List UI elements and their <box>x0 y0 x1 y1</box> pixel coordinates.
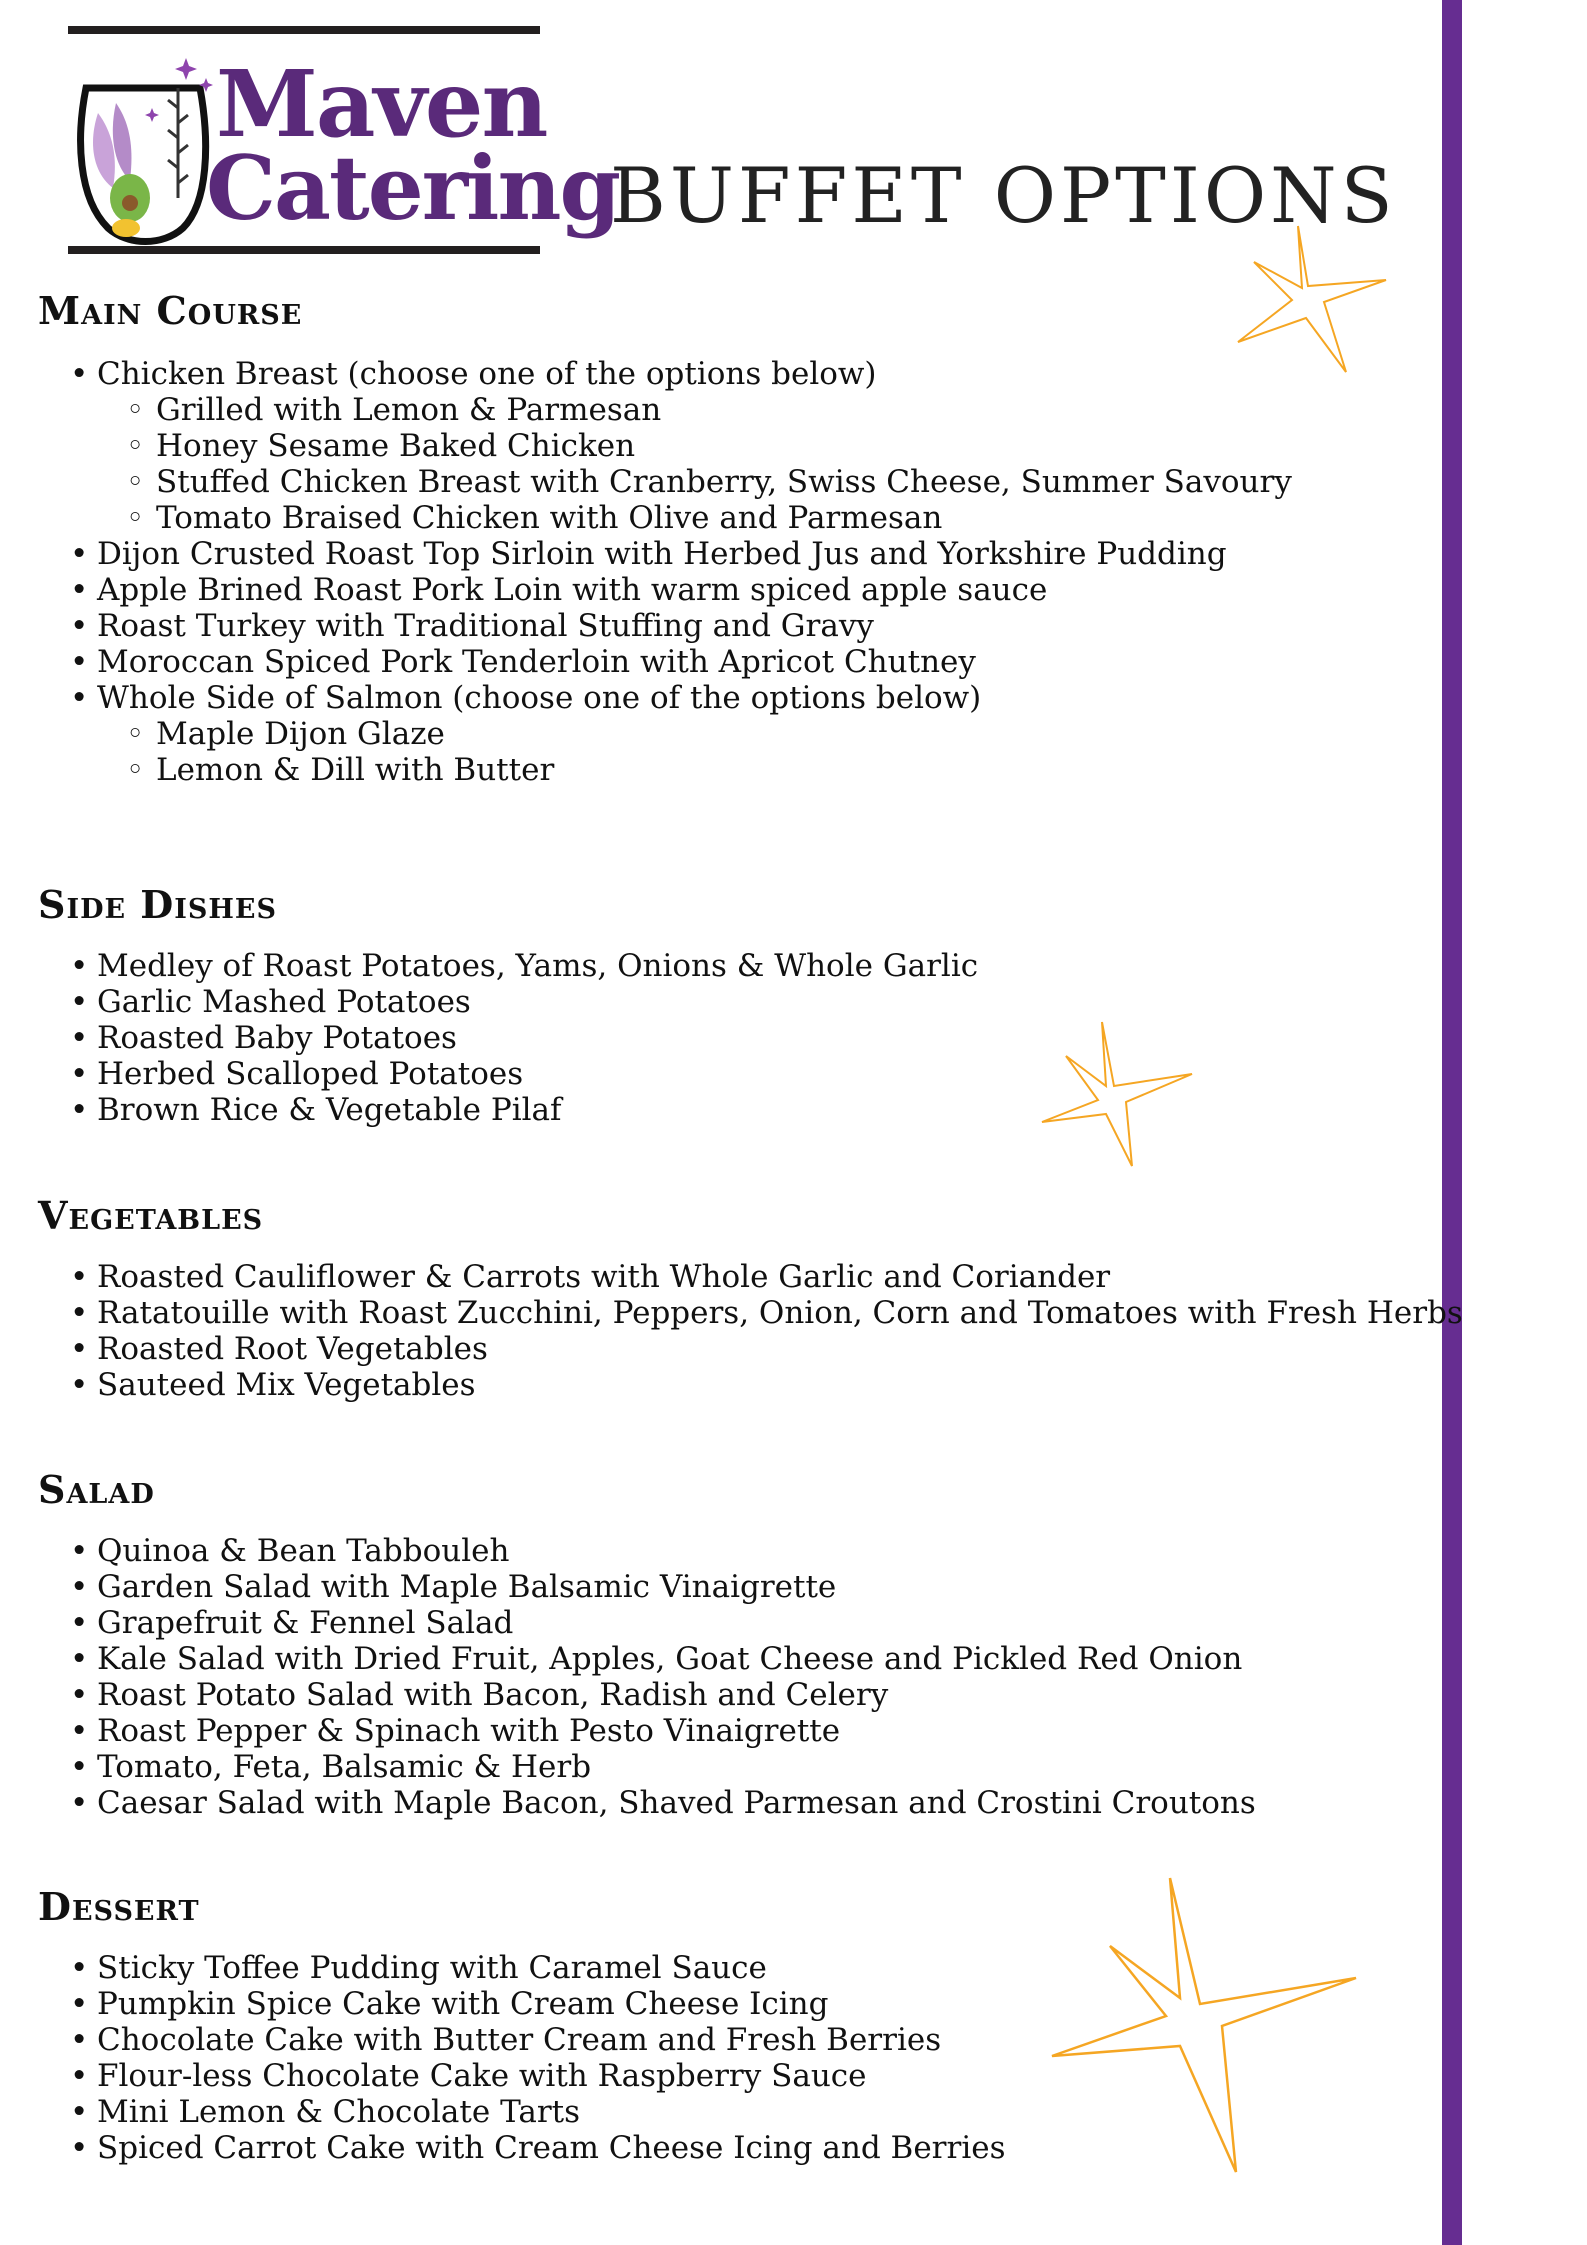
wine-glass-icon <box>68 48 218 248</box>
list-item: • Brown Rice & Vegetable Pilaf <box>38 1092 978 1128</box>
list-item: • Garlic Mashed Potatoes <box>38 984 978 1020</box>
list-item: • Tomato, Feta, Balsamic & Herb <box>38 1749 1256 1785</box>
list-item: • Roast Potato Salad with Bacon, Radish and Celery <box>38 1677 1256 1713</box>
main-course-list <box>38 356 1292 788</box>
section-heading: Salad <box>38 1467 155 1512</box>
list-item: • Garden Salad with Maple Balsamic Vinaigrette <box>38 1569 1256 1605</box>
list-item: • Roasted Baby Potatoes <box>38 1020 978 1056</box>
section-vegetables <box>38 1193 1463 1403</box>
list-item: • Caesar Salad with Maple Bacon, Shaved Parmesan and Crostini Croutons <box>38 1785 1256 1821</box>
sub-list-item: ◦ Maple Dijon Glaze <box>38 716 1292 752</box>
list-item: • Sticky Toffee Pudding with Caramel Sauce <box>38 1950 1006 1986</box>
section-dessert <box>38 1884 1006 2166</box>
list-item: • Ratatouille with Roast Zucchini, Peppers, Onion, Corn and Tomatoes with Fresh Herbs <box>38 1295 1463 1331</box>
sparkle-star-icon <box>1050 1876 1360 2176</box>
logo-top-rule <box>68 26 540 34</box>
accent-side-bar <box>1442 0 1462 2245</box>
list-item: • Whole Side of Salmon (choose one of the options below) <box>38 680 1292 716</box>
section-salad <box>38 1467 1256 1821</box>
list-item: • Pumpkin Spice Cake with Cream Cheese Icing <box>38 1986 1006 2022</box>
list-item: • Dijon Crusted Roast Top Sirloin with Herbed Jus and Yorkshire Pudding <box>38 536 1292 572</box>
list-item: • Grapefruit & Fennel Salad <box>38 1605 1256 1641</box>
section-heading: Vegetables <box>38 1193 264 1238</box>
section-heading: Dessert <box>38 1884 200 1929</box>
page-title: BUFFET OPTIONS <box>610 150 1397 240</box>
sub-list-item: ◦ Tomato Braised Chicken with Olive and Parmesan <box>38 500 1292 536</box>
list-item: • Quinoa & Bean Tabbouleh <box>38 1533 1256 1569</box>
side-dishes-list <box>38 948 978 1128</box>
list-item: • Roasted Cauliflower & Carrots with Whole Garlic and Coriander <box>38 1259 1463 1295</box>
list-item: • Roasted Root Vegetables <box>38 1331 1463 1367</box>
vegetables-list <box>38 1259 1463 1403</box>
logo-bottom-rule <box>68 246 540 254</box>
section-heading: Side Dishes <box>38 882 277 927</box>
list-item: • Kale Salad with Dried Fruit, Apples, Goat Cheese and Pickled Red Onion <box>38 1641 1256 1677</box>
list-item: • Sauteed Mix Vegetables <box>38 1367 1463 1403</box>
section-main-course <box>38 288 1292 788</box>
sub-list-item: ◦ Lemon & Dill with Butter <box>38 752 1292 788</box>
list-item: • Flour-less Chocolate Cake with Raspberry Sauce <box>38 2058 1006 2094</box>
list-item: • Spiced Carrot Cake with Cream Cheese Icing and Berries <box>38 2130 1006 2166</box>
list-item: • Roast Pepper & Spinach with Pesto Vinaigrette <box>38 1713 1256 1749</box>
list-item: • Medley of Roast Potatoes, Yams, Onions & Whole Garlic <box>38 948 978 984</box>
sub-list-item: ◦ Stuffed Chicken Breast with Cranberry, Swiss Cheese, Summer Savoury <box>38 464 1292 500</box>
list-item: • Chicken Breast (choose one of the options below) <box>38 356 1292 392</box>
brand-name-line1: Maven <box>216 50 547 158</box>
maven-catering-logo <box>68 26 619 256</box>
list-item: • Apple Brined Roast Pork Loin with warm spiced apple sauce <box>38 572 1292 608</box>
sparkle-star-icon <box>1040 1020 1200 1170</box>
brand-name-line2: Catering <box>206 136 619 240</box>
list-item: • Roast Turkey with Traditional Stuffing and Gravy <box>38 608 1292 644</box>
sub-list-item: ◦ Honey Sesame Baked Chicken <box>38 428 1292 464</box>
list-item: • Mini Lemon & Chocolate Tarts <box>38 2094 1006 2130</box>
list-item: • Chocolate Cake with Butter Cream and Fresh Berries <box>38 2022 1006 2058</box>
list-item: • Moroccan Spiced Pork Tenderloin with Apricot Chutney <box>38 644 1292 680</box>
dessert-list <box>38 1950 1006 2166</box>
section-side-dishes <box>38 882 978 1128</box>
sub-list-item: ◦ Grilled with Lemon & Parmesan <box>38 392 1292 428</box>
section-heading: Main Course <box>38 288 303 333</box>
list-item: • Herbed Scalloped Potatoes <box>38 1056 978 1092</box>
salad-list <box>38 1533 1256 1821</box>
